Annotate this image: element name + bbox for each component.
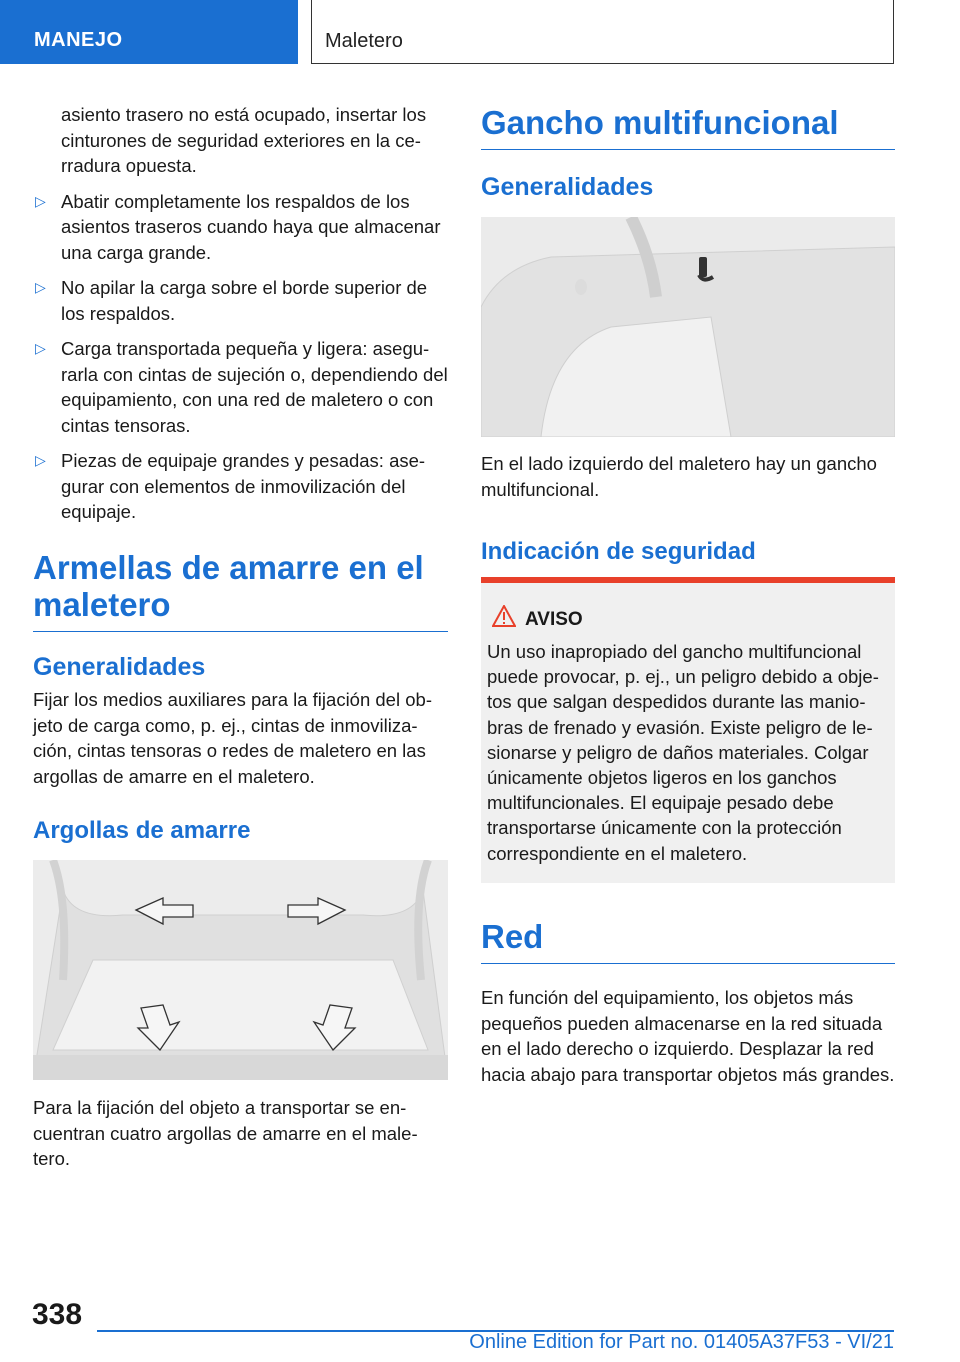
subheading-generalidades-right: Generalidades [481,173,654,201]
paragraph-red: En función del equipamiento, los objetos más pequeños pueden almacenarse en la red situada en el lado derecho o izquierdo. Desplazar la red hacia abajo para transportar objetos más grandes. [481,987,895,1085]
list-item: ▷ No apilar la carga sobre el borde superior de los respaldos. [35,277,428,324]
right-red-block [481,918,895,964]
left-generalidades-block [33,652,448,789]
right-heading-block [481,104,895,150]
right-p1-block [481,451,895,502]
section-tab [0,0,298,64]
subheading-seguridad: Indicación de seguridad [481,538,756,565]
subheading-generalidades: Generalidades [33,653,206,681]
intro-paragraph: asiento trasero no está ocupado, insertar los cinturones de seguridad exteriores en la cerradura opuesta. [61,104,427,176]
right-p2-block [481,985,895,1087]
section-heading-gancho: Gancho multifuncional [481,104,895,150]
left-column [33,102,448,535]
triangle-bullet-icon: ▷ [35,340,46,356]
warning-text: Un uso inapropiado del gancho multifuncional puede provocar, p. ej., un peligro debido a objetos que salgan despedidos durante las maniobras de frenado y evasión. Existe peligro de lesionarse y peligro de daños materiales. Colgar únicamente objetos ligeros en los ganchos multifuncionales. El equipaje pesado debe transportarse únicamente con la protección correspondiente en el maletero. [487,641,879,864]
warning-box [481,577,895,883]
chapter-tab [311,0,894,64]
warning-title: AVISO [525,609,583,630]
triangle-bullet-icon: ▷ [35,192,46,209]
multifunction-hook-image [481,217,895,437]
list-item: ▷ Abatir completamente los respaldos de los asientos traseros cuando haya que almacenar una carga grande. [35,190,441,263]
paragraph-fijar: Fijar los medios auxiliares para la fijación del objeto de carga como, p. ej., cintas de inmovilización, cintas tensoras o redes de maletero en las argollas de amarre en el maletero. [33,689,432,787]
section-heading-armellas: Armellas de amarre en el maletero [33,549,448,632]
right-generalidades-block [481,172,895,202]
page-number: 338 [32,1298,83,1331]
list-item: ▷ Carga transportada pequeña y ligera: asegurarla con cintas de sujeción o, dependiendo del equipamiento, con una red de maletero o con cintas tensoras. [35,338,448,436]
left-heading-block [33,549,448,632]
section-heading-red: Red [481,918,895,964]
subheading-argollas: Argollas de amarre [33,817,251,844]
paragraph-lado-izquierdo: En el lado izquierdo del maletero hay un gancho multifuncional. [481,453,877,500]
left-argollas-block [33,816,448,846]
left-caption-block [33,1095,448,1172]
list-item: ▷ Piezas de equipaje grandes y pesadas: asegurar con elementos de inmovilización del equipaje. [35,450,426,522]
warning-triangle-icon [492,605,516,627]
paragraph-para-la-fijacion: Para la fijación del objeto a transportar se encuentran cuatro argollas de amarre en el maletero. [33,1097,418,1169]
section-title: MANEJO [34,29,123,51]
edition-footer: Online Edition for Part no. 01405A37F53 - VI/21 [469,1331,894,1353]
triangle-bullet-icon: ▷ [35,452,46,468]
chapter-title: Maletero [325,30,403,52]
triangle-bullet-icon: ▷ [35,279,46,295]
trunk-lashing-eyes-image [33,860,448,1080]
right-seguridad-block [481,537,895,567]
